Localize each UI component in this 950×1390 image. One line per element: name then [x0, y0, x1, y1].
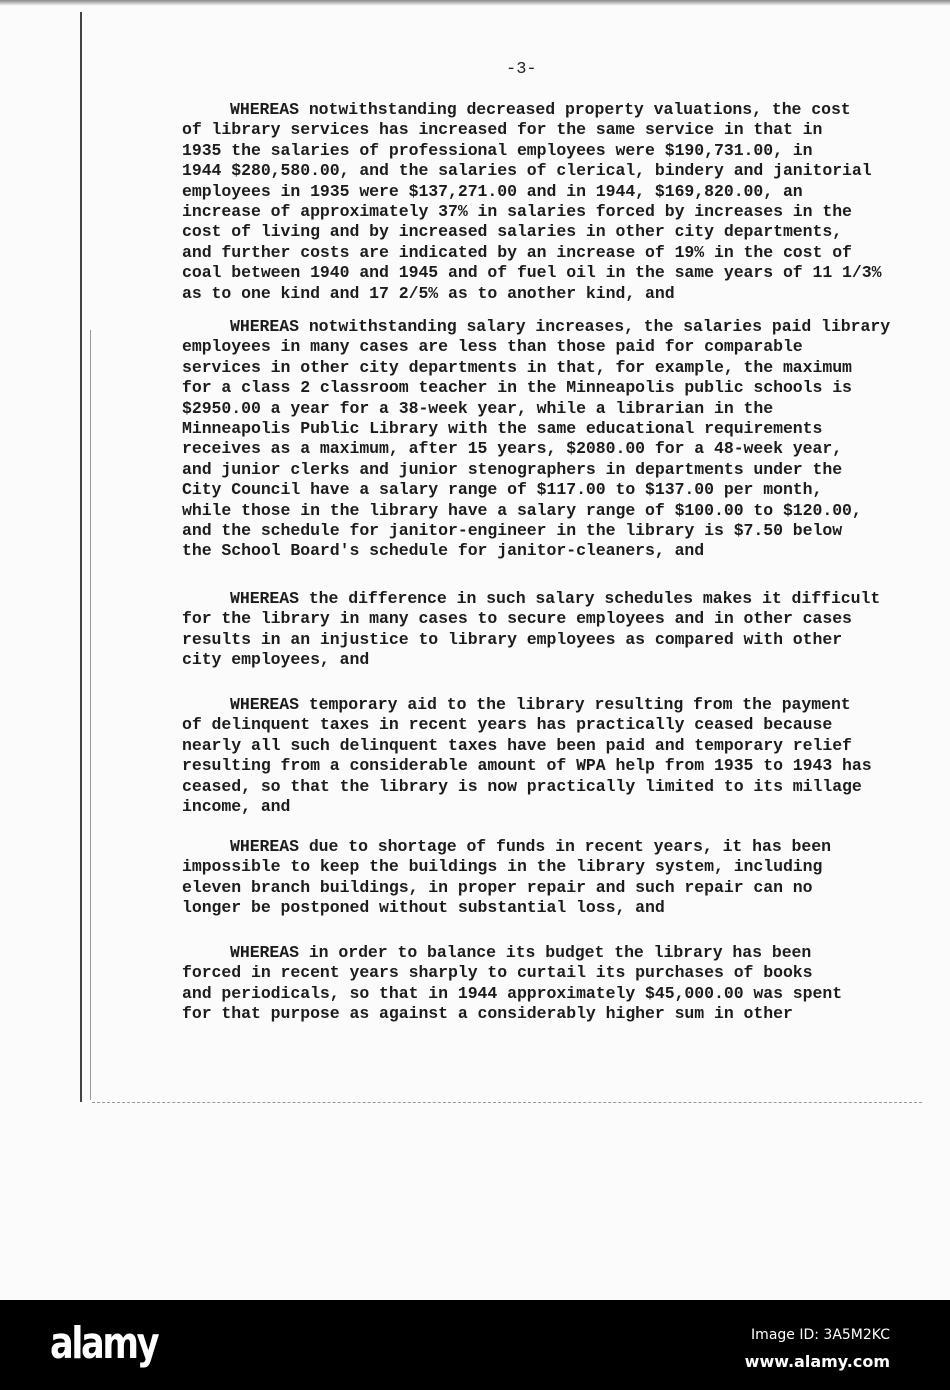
page-number: -3-	[506, 60, 537, 79]
text-line: increase of approximately 37% in salaries forced by increases in the	[182, 201, 852, 221]
text-line: receives as a maximum, after 15 years, $2080.00 for a 48-week year,	[182, 439, 843, 459]
text-line: for a class 2 classroom teacher in the Minneapolis public schools is	[182, 378, 852, 398]
text-line: and further costs are indicated by an increase of 19% in the cost of	[182, 242, 852, 262]
alamy-logo: alamy	[50, 1318, 158, 1369]
margin-line	[80, 12, 82, 1102]
text-line: and periodicals, so that in 1944 approximately $45,000.00 was spent	[182, 983, 843, 1003]
bottom-dashed-line	[92, 1102, 922, 1103]
text-line: eleven branch buildings, in proper repair and such repair can no	[182, 877, 813, 897]
text-line: WHEREAS the difference in such salary schedules makes it difficult	[230, 589, 881, 608]
paragraph	[182, 589, 942, 671]
text-line: employees in 1935 were $137,271.00 and in 1944, $169,820.00, an	[182, 181, 803, 201]
text-line: Minneapolis Public Library with the same educational requirements	[182, 418, 823, 438]
text-line: of delinquent taxes in recent years has practically ceased because	[182, 715, 833, 735]
text-line: income, and	[182, 796, 291, 816]
text-line: WHEREAS notwithstanding salary increases, the salaries paid library	[230, 317, 891, 336]
paragraph	[182, 837, 942, 919]
text-line: WHEREAS notwithstanding decreased property valuations, the cost	[230, 100, 851, 119]
text-line: WHEREAS in order to balance its budget the library has been	[230, 943, 812, 962]
text-line: for the library in many cases to secure employees and in other cases	[182, 609, 852, 629]
text-line: as to one kind and 17 2/5% as to another kind, and	[182, 283, 675, 303]
text-line: and junior clerks and junior stenographers in departments under the	[182, 459, 843, 479]
text-line: and the schedule for janitor-engineer in the library is $7.50 below	[182, 520, 843, 540]
paragraph	[182, 317, 942, 562]
scan-edge	[0, 0, 950, 6]
text-line: coal between 1940 and 1945 and of fuel oil in the same years of 11 1/3%	[182, 263, 882, 283]
text-line: nearly all such delinquent taxes have been paid and temporary relief	[182, 735, 852, 755]
text-line: ceased, so that the library is now practically limited to its millage	[182, 776, 862, 796]
text-line: services in other city departments in that, for example, the maximum	[182, 357, 852, 377]
text-line: 1935 the salaries of professional employees were $190,731.00, in	[182, 140, 813, 160]
text-line: results in an injustice to library employees as compared with other	[182, 629, 843, 649]
text-line: WHEREAS temporary aid to the library resulting from the payment	[230, 695, 851, 714]
text-line: 1944 $280,580.00, and the salaries of clerical, bindery and janitorial	[182, 161, 872, 181]
text-line: for that purpose as against a considerably higher sum in other	[182, 1004, 793, 1024]
text-line: the School Board's schedule for janitor-cleaners, and	[182, 541, 705, 561]
text-line: impossible to keep the buildings in the library system, including	[182, 857, 823, 877]
text-line: while those in the library have a salary range of $100.00 to $120.00,	[182, 500, 862, 520]
paragraph	[182, 100, 942, 304]
image-id: Image ID: 3A5M2KC	[751, 1327, 890, 1343]
text-line: cost of living and by increased salaries in other city departments,	[182, 222, 843, 242]
text-line: City Council have a salary range of $117.00 to $137.00 per month,	[182, 480, 823, 500]
text-line: $2950.00 a year for a 38-week year, while a librarian in the	[182, 398, 774, 418]
text-line: resulting from a considerable amount of WPA help from 1935 to 1943 has	[182, 756, 872, 776]
margin-line-faint	[90, 330, 91, 1100]
paragraph	[182, 695, 942, 817]
text-line: of library services has increased for the same service in that in	[182, 120, 823, 140]
site-url: www.alamy.com	[744, 1352, 890, 1371]
text-line: city employees, and	[182, 650, 370, 670]
watermark-bar	[0, 1300, 950, 1390]
paragraph	[182, 943, 942, 1025]
text-line: WHEREAS due to shortage of funds in recent years, it has been	[230, 837, 831, 856]
text-line: forced in recent years sharply to curtail its purchases of books	[182, 963, 813, 983]
text-line: longer be postponed without substantial loss, and	[182, 898, 665, 918]
text-line: employees in many cases are less than those paid for comparable	[182, 337, 803, 357]
